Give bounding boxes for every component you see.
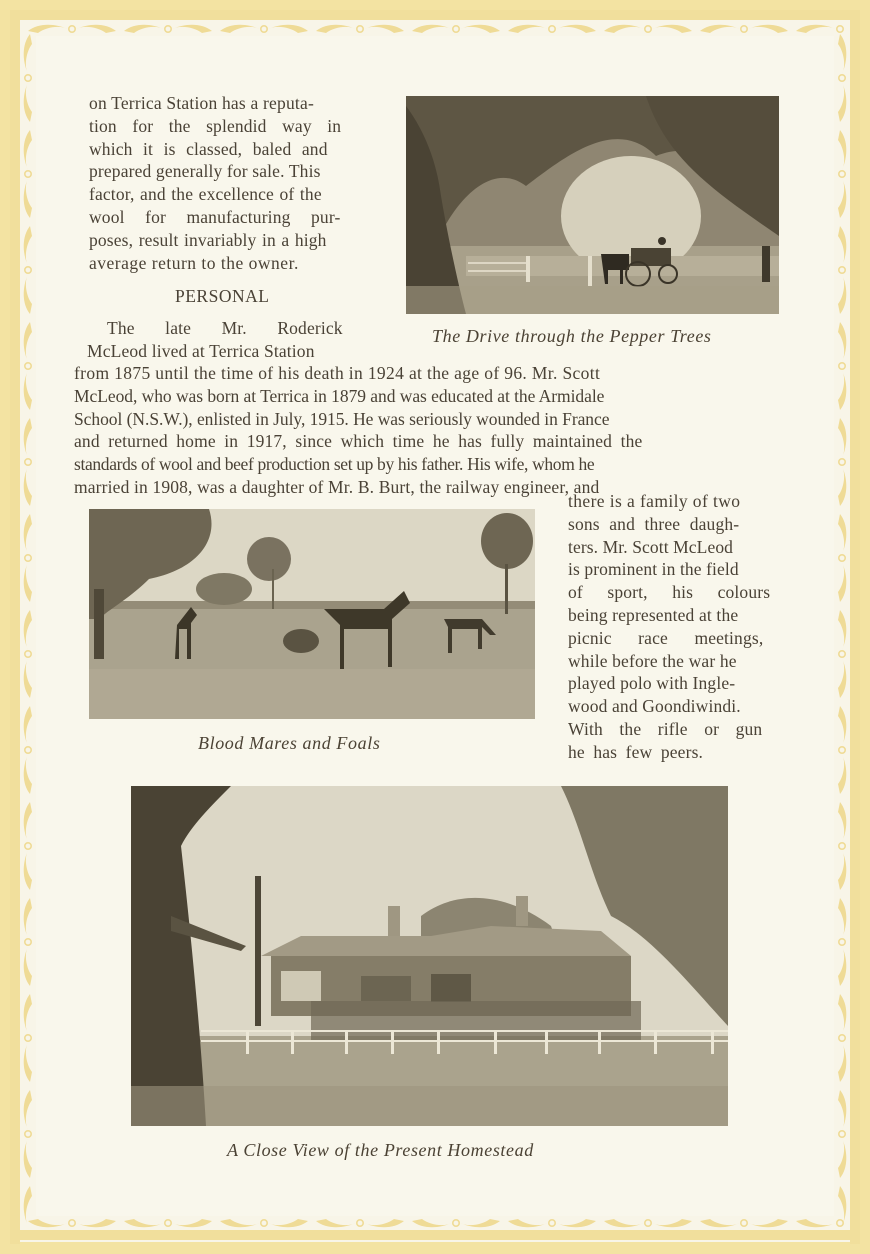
text-line: tion for the splendid way in [89,115,342,136]
text-line: he has few peers. [568,741,704,762]
text-line: McLeod, who was born at Terrica in 1879 and was educated at the Armidale [74,385,605,406]
text-line: wood and Goondiwindi. [568,696,741,717]
border-band-top [10,10,860,20]
text-line: ters. Mr. Scott McLeod [568,536,734,557]
text-line: while before the war he [568,650,737,671]
text-line: prepared generally for sale. This [89,161,321,182]
text-line: from 1875 until the time of his death in 1924 at the age of 96. Mr. Scott [74,363,601,383]
text-line: being represented at the [568,604,739,625]
text-line: there is a family of two [568,491,741,511]
text-line: McLeod lived at Terrica Station [87,340,315,361]
text-line: which it is classed, baled and [89,138,328,159]
text-line: picnic race meetings, [568,627,764,648]
text-line: average return to the owner. [89,252,299,273]
text-line: The late Mr. Roderick [107,318,343,338]
text-line: is prominent in the field [568,559,739,580]
caption-homestead: A Close View of the Present Homestead [227,1140,534,1160]
family-paragraph [568,490,783,764]
wool-paragraph [89,92,375,274]
photo-pepper-trees-drive [406,96,779,314]
text-line: poses, result invariably in a high [89,229,327,250]
text-line: School (N.S.W.), enlisted in July, 1915. He was seriously wounded in France [74,408,610,429]
text-line: sons and three daugh- [568,513,740,534]
text-line: on Terrica Station has a reputa- [89,93,314,113]
personal-paragraph [74,362,786,499]
text-line: wool for manufacturing pur- [89,206,341,227]
text-line: With the rifle or gun [568,718,763,739]
text-line: married in 1908, was a daughter of Mr. B. Burt, the railway engineer, and [74,476,600,497]
photo-present-homestead [131,786,728,1126]
border-band-right [850,10,860,1244]
photo-blood-mares-and-foals [89,509,535,719]
text-line: standards of wool and beef production set up by his father. His wife, whom he [74,454,595,475]
border-band-bottom [10,1230,860,1240]
section-heading-personal: PERSONAL [175,286,270,306]
border-band-left [10,10,20,1244]
text-line: of sport, his colours [568,582,771,603]
caption-mares-and-foals: Blood Mares and Foals [198,733,381,753]
ornament-left [20,30,34,1224]
ornament-bottom [24,1216,846,1230]
caption-pepper-trees: The Drive through the Pepper Trees [432,326,712,346]
text-line: played polo with Ingle- [568,673,736,694]
text-line: and returned home in 1917, since which time he has fully maintained the [74,431,643,452]
ornament-right [836,30,850,1224]
ornament-top [24,20,846,34]
text-line: factor, and the excellence of the [89,184,322,205]
personal-intro [89,317,375,363]
